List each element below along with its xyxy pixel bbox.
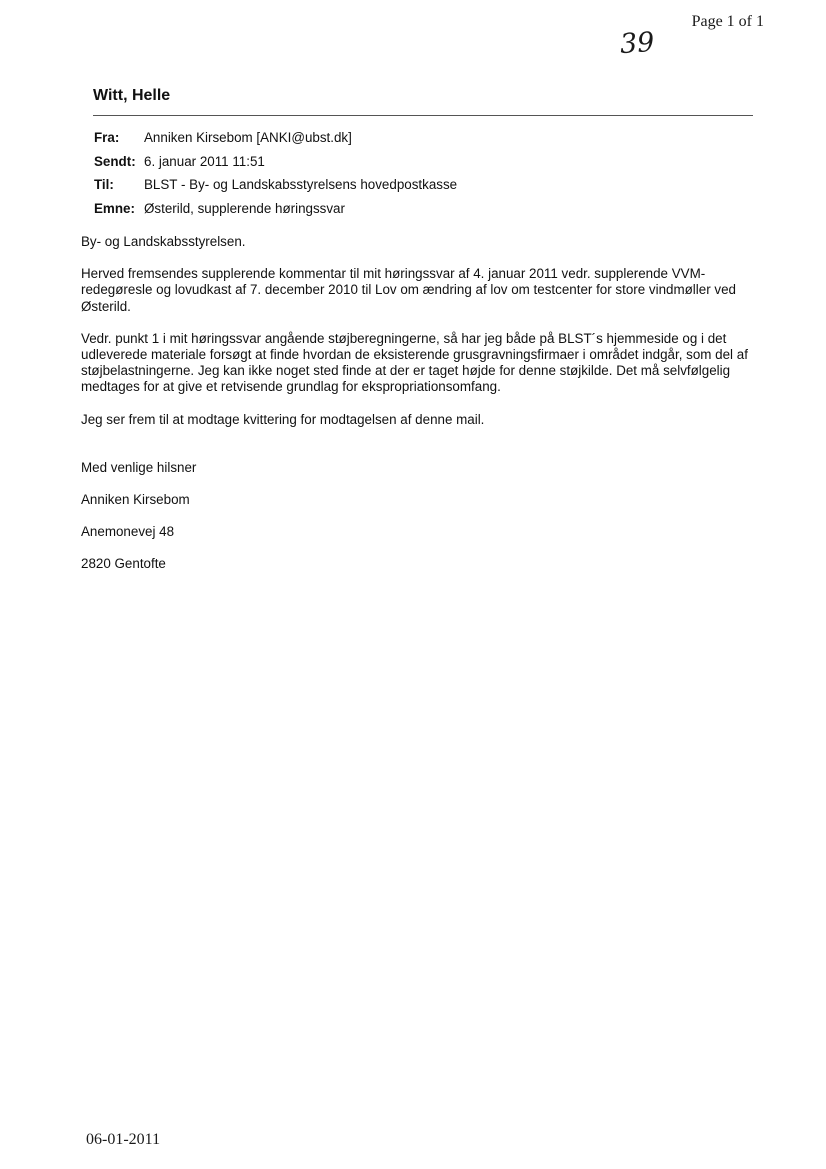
signature-name: Anniken Kirsebom — [81, 492, 190, 508]
to-label: Til: — [94, 177, 114, 193]
from-label: Fra: — [94, 130, 120, 146]
subject-label: Emne: — [94, 200, 135, 216]
from-row — [94, 126, 457, 150]
paragraph-3: Jeg ser frem til at modtage kvittering for modtagelsen af denne mail. — [81, 411, 485, 427]
sent-label: Sendt: — [94, 153, 136, 169]
signature-city: 2820 Gentofte — [81, 556, 166, 572]
email-body — [81, 234, 761, 589]
from-value: Anniken Kirsebom [ANKI@ubst.dk] — [144, 130, 352, 146]
subject-value: Østerild, supplerende høringssvar — [144, 200, 345, 216]
email-header — [94, 126, 457, 220]
greeting: By- og Landskabsstyrelsen. — [81, 234, 246, 249]
sent-row — [94, 150, 457, 174]
to-row — [94, 173, 457, 197]
mailbox-owner-name: Witt, Helle — [93, 87, 171, 104]
page-label: Page 1 of 1 — [691, 13, 764, 30]
subject-row — [94, 197, 457, 221]
header-divider — [93, 115, 753, 116]
closing: Med venlige hilsner — [81, 459, 197, 475]
to-value: BLST - By- og Landskabsstyrelsens hovedpostkasse — [144, 177, 458, 193]
signature-street: Anemonevej 48 — [81, 524, 175, 540]
footer-date: 06-01-2011 — [86, 1131, 161, 1148]
sent-value: 6. januar 2011 11:51 — [144, 153, 265, 169]
handwritten-page-number: 39 — [618, 26, 656, 61]
paragraph-2: Vedr. punkt 1 i mit høringssvar angående støjberegningerne, så har jeg både på BLST´s hjemmeside og i det udleverede materiale forsøgt at finde hvordan de eksisterende grusgravningsfirmaer i området indgår, som del af støjbelastningerne. Jeg kan ikke noget sted finde at der er taget højde for denne støjkilde. Det må selvfølgelig medtages for at give et retvisende grundlag for ekspropriationsomfang. — [81, 330, 748, 395]
paragraph-1: Herved fremsendes supplerende kommentar til mit høringssvar af 4. januar 2011 vedr. supplerende VVM-redegøresle og lovudkast af 7. december 2010 til Lov om ændring af lov om testcenter for store vindmøller ved Østerild. — [81, 266, 736, 314]
